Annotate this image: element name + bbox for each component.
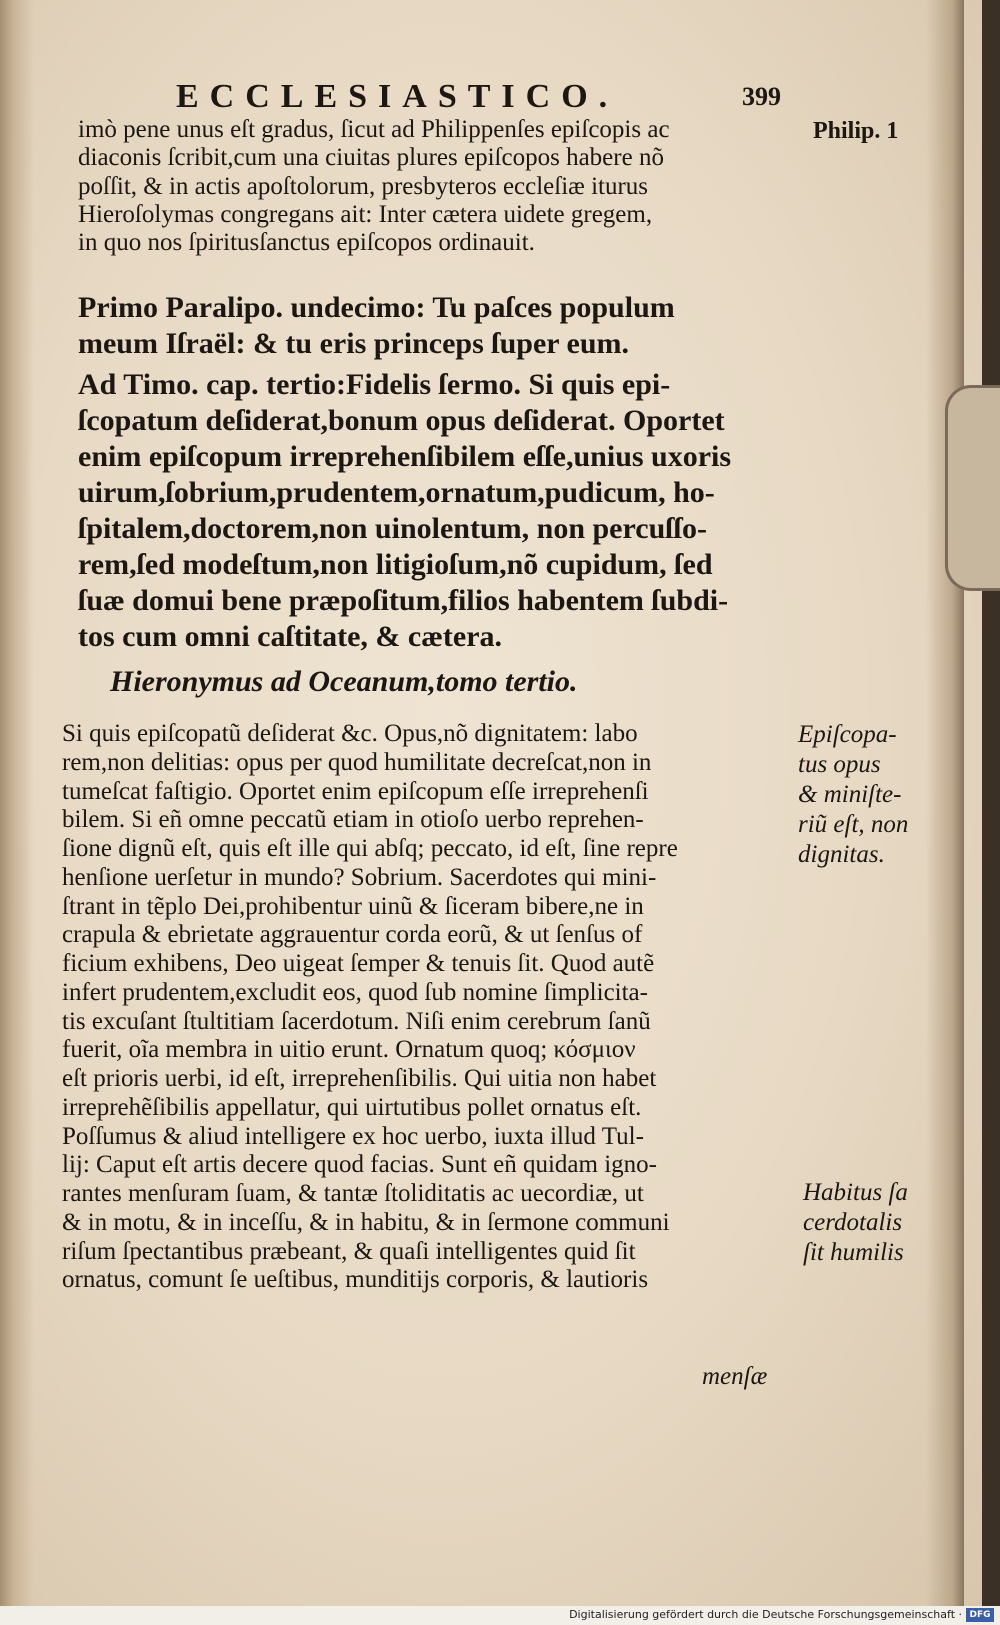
section-heading: Hieronymus ad Oceanum,tomo tertio. <box>110 665 578 698</box>
page-number: 399 <box>742 82 781 111</box>
catchword: menſæ <box>702 1363 768 1390</box>
marginal-note-3 <box>803 1178 908 1268</box>
text-line: ſuæ domui bene præpoſitum,filios habentem ſubdi- <box>78 584 729 617</box>
marginal-line: tus opus <box>798 751 881 778</box>
text-line: crapula & ebrietate aggrauentur corda eorũ, & ut ſenſus of <box>62 921 643 949</box>
marginal-line: dignitas. <box>798 841 885 868</box>
page-edge-shadow <box>926 0 964 1606</box>
marginal-line: Habitus ſa <box>803 1179 908 1206</box>
text-line: tis excuſant ſtultitiam ſacerdotum. Niſi enim cerebrum ſanũ <box>62 1007 651 1035</box>
marginal-line: cerdotalis <box>803 1209 903 1236</box>
text-line: poſſit, & in actis apoſtolorum, presbyteros eccleſiæ iturus <box>78 172 649 200</box>
text-line: tos cum omni caſtitate, & cætera. <box>78 620 503 653</box>
text-line: ficium exhibens, Deo uigeat ſemper & tenuis ſit. Quod autẽ <box>62 950 655 977</box>
running-head: ECCLESIASTICO. <box>176 78 619 115</box>
text-line: fuerit, oĩa membra in uitio erunt. Ornatum quoq; κόσμιον <box>62 1036 636 1064</box>
text-line: Si quis epiſcopatũ deſiderat &c. Opus,nõ dignitatem: labo <box>62 720 638 747</box>
marginal-line: & miniſte- <box>798 781 902 808</box>
text-line: lij: Caput eſt artis decere quod facias. Sunt eñ quidam igno- <box>62 1151 657 1179</box>
text-line: infert prudentem,excludit eos, quod ſub nomine ſimplicita- <box>62 978 648 1006</box>
text-line: ſpitalem,doctorem,non uinolentum, non percuſſo- <box>78 512 707 545</box>
text-line: imò pene unus eſt gradus, ſicut ad Philippenſes epiſcopis ac <box>78 116 670 143</box>
page-clip-clasp <box>945 385 1000 591</box>
marginal-note-2 <box>798 720 908 870</box>
paragraph-3 <box>78 367 731 655</box>
text-line: henſione uerſetur in mundo? Sobrium. Sacerdotes qui mini- <box>62 863 657 891</box>
text-line: enim epiſcopum irreprehenſibilem eſſe,unius uxoris <box>78 440 732 473</box>
text-line: tumeſcat faſtigio. Oportet enim epiſcopum eſſe irreprehenſi <box>62 777 649 805</box>
text-line: rantes menſuram ſuam, & tantæ ſtoliditatis ac uecordiæ, ut <box>62 1180 644 1207</box>
text-line: ſione dignũ eſt, quis eſt ille qui abſq; peccato, id eſt, ſine repre <box>62 835 678 862</box>
binding-gutter-shadow <box>0 0 34 1606</box>
paragraph-4 <box>62 720 678 1295</box>
footer-credit: Digitalisierung gefördert durch die Deutsche Forschungsgemeinschaft · <box>569 1608 962 1621</box>
text-line: rem,non delitias: opus per quod humilitate decreſcat,non in <box>62 748 652 776</box>
text-line: Hieroſolymas congregans ait: Inter cætera uidete gregem, <box>78 200 653 228</box>
text-line: riſum ſpectantibus præbeant, & quaſi intelligentes quid ſit <box>62 1237 636 1265</box>
text-line: Primo Paralipo. undecimo: Tu paſces populum <box>78 291 675 324</box>
text-line: ſcopatum deſiderat,bonum opus deſiderat. Oportet <box>78 404 725 437</box>
text-line: bilem. Si eñ omne peccatũ etiam in otioſo uerbo reprehen- <box>62 806 644 834</box>
marginal-line: Epiſcopa- <box>798 721 897 748</box>
text-line: uirum,ſobrium,prudentem,ornatum,pudicum, ho- <box>78 476 715 509</box>
text-line: diaconis ſcribit,cum una ciuitas plures epiſcopos habere nõ <box>78 144 664 172</box>
text-line: rem,ſed modeſtum,non litigioſum,nõ cupidum, ſed <box>78 548 713 581</box>
dfg-logo: DFG <box>966 1608 994 1622</box>
text-line: irreprehẽſibilis appellatur, qui uirtutibus pollet ornatus eſt. <box>62 1093 642 1121</box>
marginal-line: Philip. 1 <box>813 118 899 144</box>
text-line: Poſſumus & aliud intelligere ex hoc uerbo, iuxta illud Tul- <box>62 1122 644 1150</box>
marginal-note-1 <box>813 116 898 146</box>
text-line: Ad Timo. cap. tertio:Fidelis ſermo. Si quis epi- <box>78 368 671 401</box>
text-line: ornatus, comunt ſe ueſtibus, munditijs corporis, & lautioris <box>62 1266 649 1294</box>
footer-bar <box>0 1606 1000 1625</box>
marginal-line: ſit humilis <box>803 1239 904 1266</box>
text-line: ſtrant in tẽplo Dei,prohibentur uinũ & ſiceram bibere,ne in <box>62 892 644 920</box>
text-line: eſt prioris uerbi, id eſt, irreprehenſibilis. Qui uitia non habet <box>62 1065 657 1092</box>
text-line: & in motu, & in inceſſu, & in habitu, & in ſermone communi <box>62 1208 670 1236</box>
paragraph-1 <box>78 116 670 257</box>
marginal-line: riũ eſt, non <box>798 811 909 838</box>
paragraph-2 <box>78 290 675 362</box>
text-line: in quo nos ſpiritusſanctus epiſcopos ordinauit. <box>78 229 535 257</box>
text-line: meum Iſraël: & tu eris princeps ſuper eum. <box>78 327 630 360</box>
